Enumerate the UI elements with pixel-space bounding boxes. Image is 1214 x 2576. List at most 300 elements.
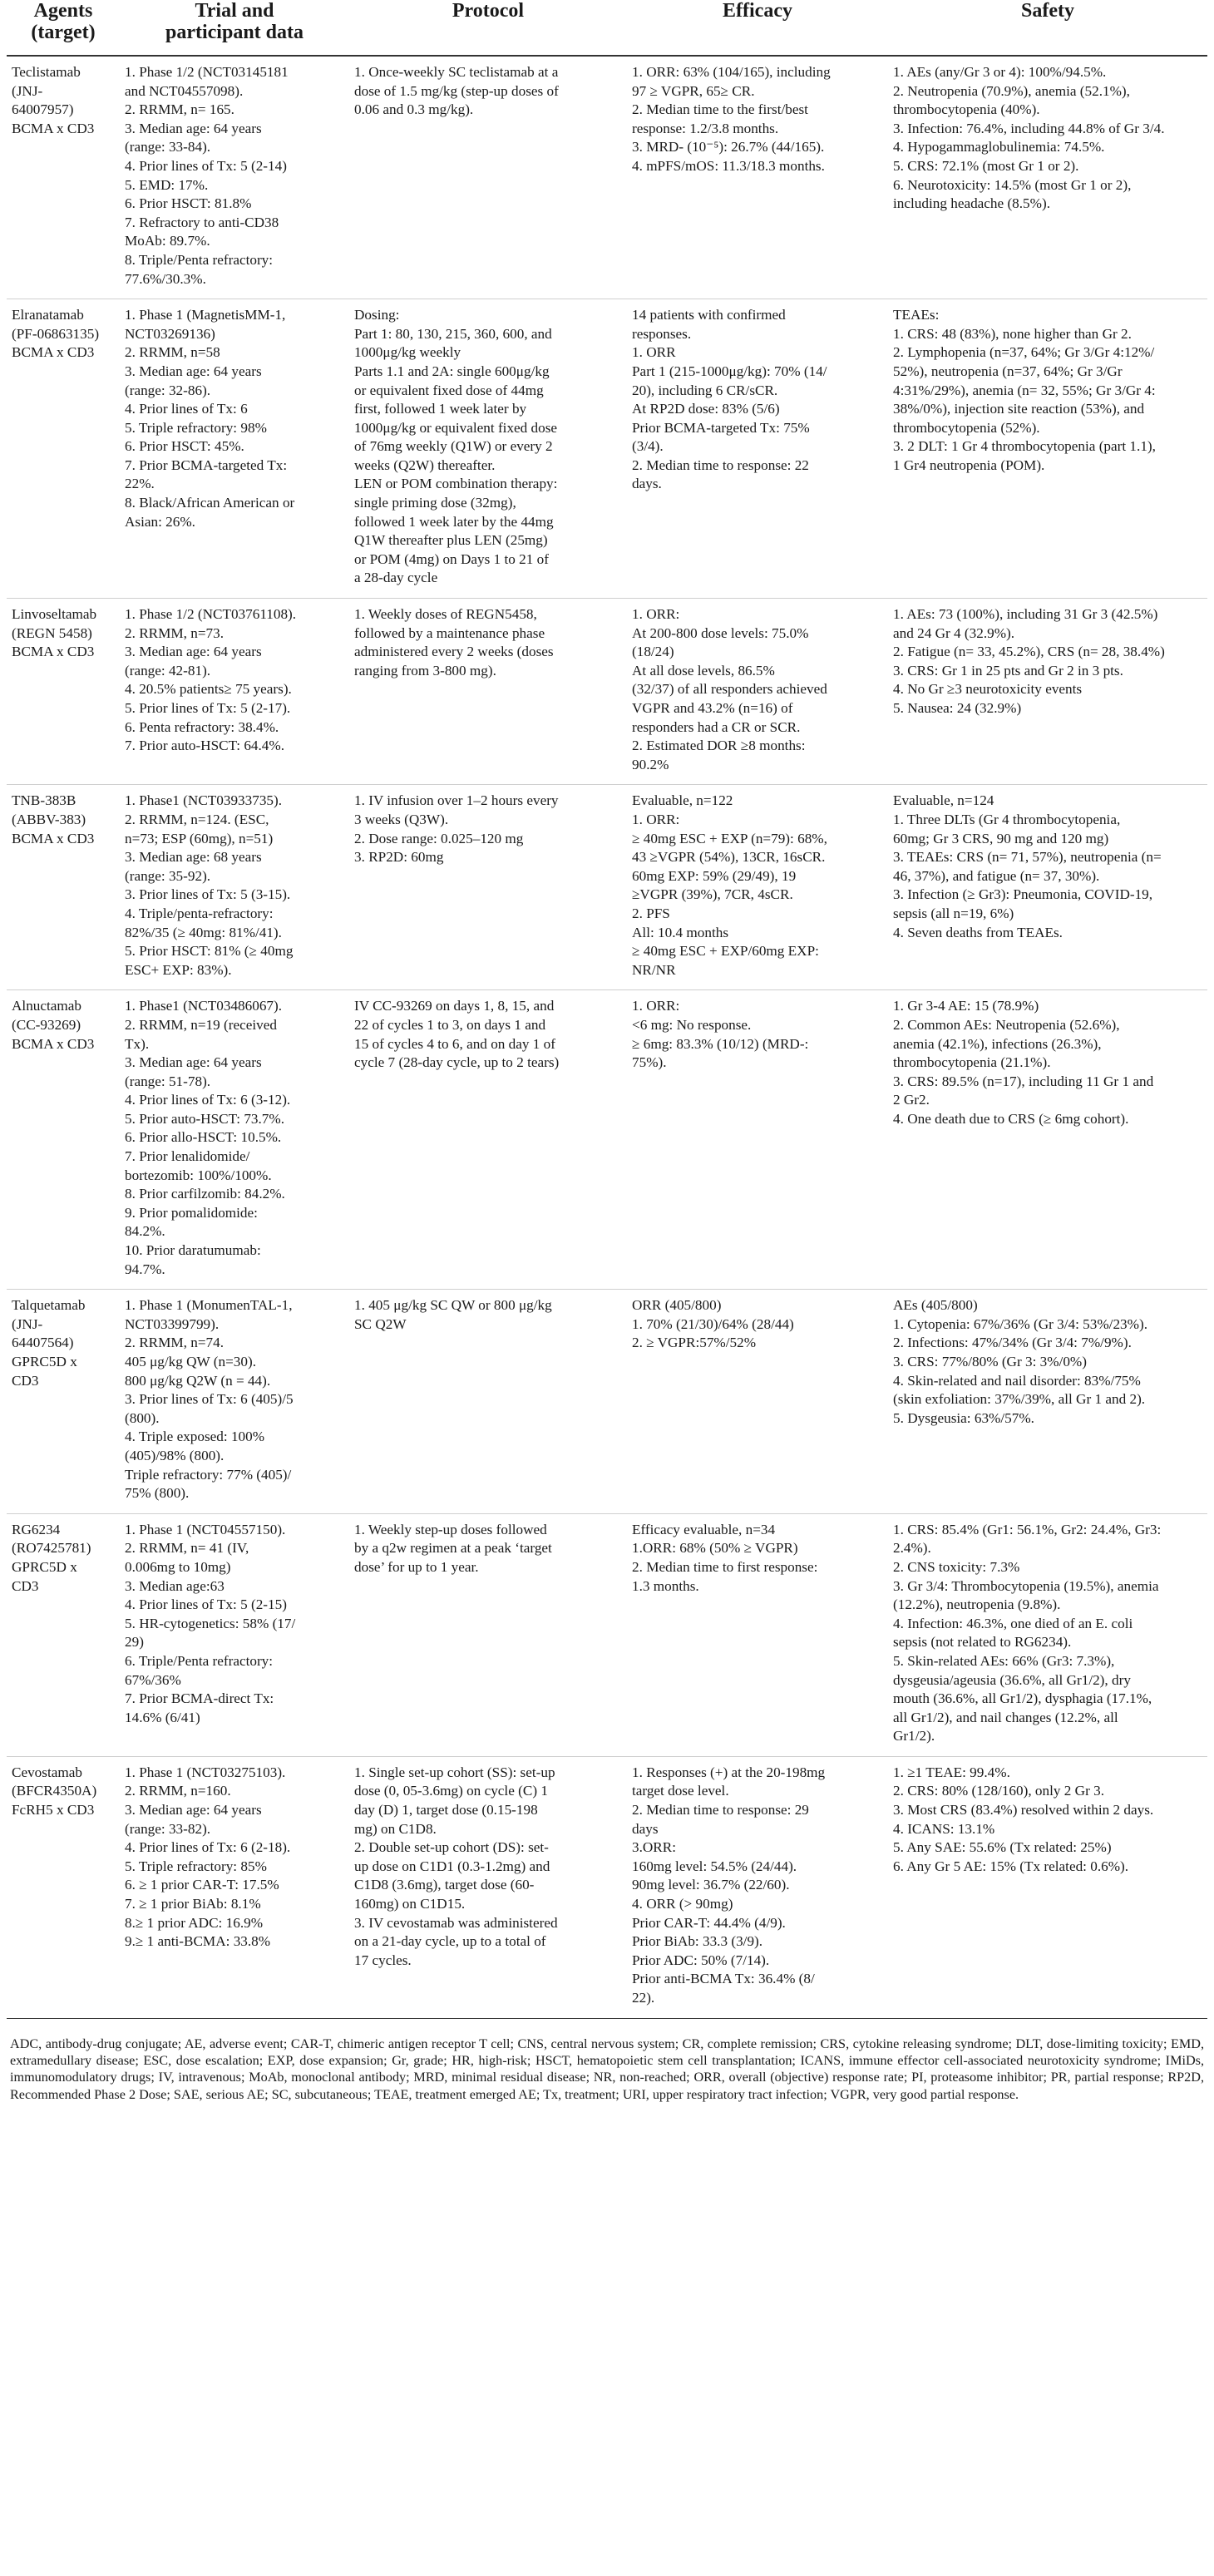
cell-line: 2. RRMM, n=74. bbox=[125, 1335, 225, 1351]
cell-line: 2. Median time to response: 29 bbox=[632, 1802, 809, 1818]
safety-cell bbox=[888, 299, 1207, 599]
cell-line: Asian: 26%. bbox=[125, 513, 195, 530]
cell-line: 1. AEs (any/Gr 3 or 4): 100%/94.5%. bbox=[893, 64, 1107, 80]
cell-line: 3. MRD- (10⁻⁵): 26.7% (44/165). bbox=[632, 139, 825, 155]
cell-line: weeks (Q2W) thereafter. bbox=[354, 456, 496, 473]
cell-line: administered every 2 weeks (doses bbox=[354, 644, 554, 660]
cell-line: followed by a maintenance phase bbox=[354, 624, 545, 641]
cell-line: 4. Triple/penta-refractory: bbox=[125, 905, 274, 921]
cell-line: (32/37) of all responders achieved bbox=[632, 681, 827, 698]
cell-line: and NCT04557098). bbox=[125, 82, 244, 99]
cell-line: a 28-day cycle bbox=[354, 570, 438, 586]
cell-line: 8. Prior carfilzomib: 84.2%. bbox=[125, 1186, 285, 1202]
cell-line: target dose level. bbox=[632, 1783, 729, 1799]
cell-line: SC Q2W bbox=[354, 1315, 407, 1332]
cell-line: Gr1/2). bbox=[893, 1728, 935, 1744]
cell-line: 15 of cycles 4 to 6, and on day 1 of bbox=[354, 1035, 556, 1052]
cell-line: or POM (4mg) on Days 1 to 21 of bbox=[354, 550, 549, 567]
trial-cell bbox=[120, 1756, 349, 2018]
cell-line: 2 Gr2. bbox=[893, 1092, 930, 1108]
cell-line: <6 mg: No response. bbox=[632, 1016, 752, 1033]
cell-line: 3. IV cevostamab was administered bbox=[354, 1914, 558, 1931]
cell-line: Prior BCMA-targeted Tx: 75% bbox=[632, 419, 810, 436]
cell-line: VGPR and 43.2% (n=16) of bbox=[632, 700, 793, 716]
cell-line: 60mg; Gr 3 CRS, 90 mg and 120 mg) bbox=[893, 830, 1109, 846]
cell-line: 800 μg/kg Q2W (n = 44). bbox=[125, 1372, 271, 1389]
cell-line: 1. ORR: bbox=[632, 998, 680, 1014]
cell-line: or equivalent fixed dose of 44mg bbox=[354, 382, 544, 398]
cell-line: 3. 2 DLT: 1 Gr 4 thrombocytopenia (part 1.1), bbox=[893, 438, 1156, 455]
trial-cell bbox=[120, 1290, 349, 1514]
protocol-cell bbox=[349, 56, 627, 299]
cell-line: thrombocytopenia (52%). bbox=[893, 419, 1040, 436]
table-row bbox=[7, 56, 1207, 299]
cell-line: Alnuctamab bbox=[12, 998, 81, 1014]
safety-cell bbox=[888, 1290, 1207, 1514]
cell-line: 22). bbox=[632, 1990, 655, 2006]
cell-line: 75% (800). bbox=[125, 1485, 190, 1502]
cell-line: 5. CRS: 72.1% (most Gr 1 or 2). bbox=[893, 157, 1079, 174]
cell-line: 2. Fatigue (n= 33, 45.2%), CRS (n= 28, 38.4%) bbox=[893, 644, 1165, 660]
cell-line: 2. Infections: 47%/34% (Gr 3/4: 7%/9%). bbox=[893, 1335, 1132, 1351]
cell-line: 75%). bbox=[632, 1054, 667, 1071]
cell-line: 2. RRMM, n= 165. bbox=[125, 101, 234, 118]
cell-line: 2. Neutropenia (70.9%), anemia (52.1%), bbox=[893, 82, 1130, 99]
cell-line: 2. ≥ VGPR:57%/52% bbox=[632, 1335, 757, 1351]
cell-line: 1. Phase1 (NCT03933735). bbox=[125, 792, 283, 809]
trial-cell bbox=[120, 299, 349, 599]
cell-line: 1. IV infusion over 1–2 hours every bbox=[354, 792, 559, 809]
efficacy-cell bbox=[627, 785, 888, 990]
efficacy-cell bbox=[627, 299, 888, 599]
cell-line: Evaluable, n=122 bbox=[632, 792, 733, 809]
cell-line: 2. RRMM, n=160. bbox=[125, 1783, 231, 1799]
protocol-cell bbox=[349, 990, 627, 1290]
cell-line: 2. CRS: 80% (128/160), only 2 Gr 3. bbox=[893, 1783, 1104, 1799]
cell-line: 1. 405 μg/kg SC QW or 800 μg/kg bbox=[354, 1297, 552, 1314]
cell-line: 5. Prior auto-HSCT: 73.7%. bbox=[125, 1110, 285, 1127]
cell-line: 4. Prior lines of Tx: 6 (3-12). bbox=[125, 1092, 291, 1108]
table-row bbox=[7, 1756, 1207, 2018]
cell-line: ≥ 6mg: 83.3% (10/12) (MRD-: bbox=[632, 1035, 809, 1052]
cell-line: 5. Triple refractory: 85% bbox=[125, 1858, 267, 1874]
cell-line: 3. CRS: 77%/80% (Gr 3: 3%/0%) bbox=[893, 1354, 1087, 1369]
cell-line: all Gr1/2), and nail changes (12.2%, all bbox=[893, 1709, 1118, 1725]
table-header bbox=[7, 0, 1207, 56]
cell-line: Linvoseltamab bbox=[12, 606, 97, 623]
cell-line: 2. Estimated DOR ≥8 months: bbox=[632, 738, 806, 754]
cell-line: 1. Phase 1 (NCT04557150). bbox=[125, 1521, 286, 1537]
cell-line: 4. Prior lines of Tx: 6 (2-18). bbox=[125, 1839, 291, 1856]
cell-line: 94.7%. bbox=[125, 1261, 165, 1277]
cell-line: anemia (42.1%), infections (26.3%), bbox=[893, 1035, 1102, 1052]
cell-line: 64407564) bbox=[12, 1335, 74, 1351]
efficacy-cell bbox=[627, 1756, 888, 2018]
cell-line: At 200-800 dose levels: 75.0% bbox=[632, 624, 809, 641]
cell-line: responders had a CR or SCR. bbox=[632, 718, 801, 735]
cell-line: RG6234 bbox=[12, 1521, 61, 1537]
cell-line: At RP2D dose: 83% (5/6) bbox=[632, 401, 780, 417]
cell-line: Prior BiAb: 33.3 (3/9). bbox=[632, 1933, 763, 1950]
cell-line: Teclistamab bbox=[12, 64, 81, 80]
cell-line: 3. Median age: 64 years bbox=[125, 644, 262, 660]
cell-line: 1. CRS: 85.4% (Gr1: 56.1%, Gr2: 24.4%, Gr3: bbox=[893, 1521, 1162, 1537]
cell-line: 7. Prior auto-HSCT: 64.4%. bbox=[125, 738, 285, 754]
cell-line: (405)/98% (800). bbox=[125, 1447, 225, 1463]
cell-line: mg) on C1D8. bbox=[354, 1820, 437, 1837]
cell-line: GPRC5D x bbox=[12, 1354, 77, 1369]
cell-line: 60mg EXP: 59% (29/49), 19 bbox=[632, 867, 797, 884]
cell-line: BCMA x CD3 bbox=[12, 830, 95, 846]
cell-line: IV CC-93269 on days 1, 8, 15, and bbox=[354, 998, 555, 1014]
cell-line: 1. Phase1 (NCT03486067). bbox=[125, 998, 283, 1014]
cell-line: ≥VGPR (39%), 7CR, 4sCR. bbox=[632, 886, 793, 903]
cell-line: 5. Prior lines of Tx: 5 (2-17). bbox=[125, 700, 291, 716]
cell-line: 3. Prior lines of Tx: 5 (3-15). bbox=[125, 886, 291, 903]
header-agents: Agents (target) bbox=[7, 0, 120, 56]
cell-line: 1000μg/kg weekly bbox=[354, 344, 461, 361]
cell-line: ≥ 40mg ESC + EXP/60mg EXP: bbox=[632, 943, 819, 960]
cell-line: Cevostamab bbox=[12, 1764, 82, 1780]
cell-line: 5. Prior HSCT: 81% (≥ 40mg bbox=[125, 943, 294, 960]
cell-line: Part 1 (215-1000μg/kg): 70% (14/ bbox=[632, 363, 827, 379]
safety-cell bbox=[888, 785, 1207, 990]
cell-line: (JNJ- bbox=[12, 82, 43, 99]
cell-line: Evaluable, n=124 bbox=[893, 792, 994, 809]
cell-line: (range: 51-78). bbox=[125, 1073, 211, 1089]
safety-cell bbox=[888, 56, 1207, 299]
cell-line: Efficacy evaluable, n=34 bbox=[632, 1521, 776, 1537]
cell-line: 4. 20.5% patients≥ 75 years). bbox=[125, 681, 292, 698]
cell-line: up dose on C1D1 (0.3-1.2mg) and bbox=[354, 1858, 550, 1874]
cell-line: 84.2%. bbox=[125, 1223, 165, 1240]
cell-line: 7. Refractory to anti-CD38 bbox=[125, 214, 279, 230]
cell-line: 0.006mg to 10mg) bbox=[125, 1558, 231, 1575]
cell-line: 52%), neutropenia (n=37, 64%; Gr 3/Gr bbox=[893, 363, 1123, 379]
cell-line: 8. Black/African American or bbox=[125, 495, 295, 511]
agent-cell bbox=[7, 1513, 120, 1756]
cell-line: Parts 1.1 and 2A: single 600μg/kg bbox=[354, 363, 550, 379]
cell-line: 3. Prior lines of Tx: 6 (405)/5 bbox=[125, 1391, 294, 1408]
cell-line: (12.2%), neutropenia (9.8%). bbox=[893, 1596, 1061, 1613]
cell-line: 2. Median time to response: 22 bbox=[632, 456, 809, 473]
cell-line: 2. PFS bbox=[632, 905, 670, 921]
cell-line: 6. Any Gr 5 AE: 15% (Tx related: 0.6%). bbox=[893, 1858, 1129, 1874]
cell-line: (3/4). bbox=[632, 438, 664, 455]
bispecific-antibody-table bbox=[7, 0, 1207, 2019]
cell-line: (skin exfoliation: 37%/39%, all Gr 1 and 2). bbox=[893, 1391, 1146, 1408]
cell-line: 2. RRMM, n=19 (received bbox=[125, 1016, 277, 1033]
cell-line: 20), including 6 CR/sCR. bbox=[632, 382, 778, 398]
cell-line: 1. ORR: bbox=[632, 811, 680, 827]
cell-line: response: 1.2/3.8 months. bbox=[632, 120, 779, 136]
cell-line: 2. Dose range: 0.025–120 mg bbox=[354, 830, 524, 846]
cell-line: 4. Prior lines of Tx: 6 bbox=[125, 401, 248, 417]
cell-line: LEN or POM combination therapy: bbox=[354, 476, 558, 492]
agent-cell bbox=[7, 785, 120, 990]
cell-line: thrombocytopenia (21.1%). bbox=[893, 1054, 1051, 1071]
cell-line: 4. Prior lines of Tx: 5 (2-15) bbox=[125, 1596, 287, 1613]
cell-line: At all dose levels, 86.5% bbox=[632, 662, 775, 679]
cell-line: 1. Weekly doses of REGN5458, bbox=[354, 606, 537, 623]
table-row bbox=[7, 785, 1207, 990]
cell-line: 43 ≥VGPR (54%), 13CR, 16sCR. bbox=[632, 849, 826, 866]
cell-line: 14 patients with confirmed bbox=[632, 307, 786, 323]
cell-line: 1000μg/kg or equivalent fixed dose bbox=[354, 419, 558, 436]
cell-line: sepsis (all n=19, 6%) bbox=[893, 905, 1014, 921]
cell-line: (range: 33-84). bbox=[125, 139, 211, 155]
agent-cell bbox=[7, 599, 120, 785]
cell-line: 160mg level: 54.5% (24/44). bbox=[632, 1858, 797, 1874]
cell-line: 67%/36% bbox=[125, 1671, 181, 1688]
cell-line: and 24 Gr 4 (32.9%). bbox=[893, 624, 1015, 641]
efficacy-cell bbox=[627, 1513, 888, 1756]
cell-line: 5. Triple refractory: 98% bbox=[125, 419, 267, 436]
cell-line: (range: 33-82). bbox=[125, 1820, 211, 1837]
cell-line: Triple refractory: 77% (405)/ bbox=[125, 1466, 292, 1483]
cell-line: 8.≥ 1 prior ADC: 16.9% bbox=[125, 1914, 264, 1931]
cell-line: 1. Phase 1 (NCT03275103). bbox=[125, 1764, 286, 1780]
agent-cell bbox=[7, 1290, 120, 1514]
trial-cell bbox=[120, 1513, 349, 1756]
agent-cell bbox=[7, 56, 120, 299]
cell-line: 1. Phase 1 (MagnetisMM-1, bbox=[125, 307, 286, 323]
cell-line: 160mg) on C1D15. bbox=[354, 1896, 466, 1912]
cell-line: 3. RP2D: 60mg bbox=[354, 849, 444, 866]
cell-line: thrombocytopenia (40%). bbox=[893, 101, 1040, 118]
cell-line: 2. RRMM, n=73. bbox=[125, 624, 225, 641]
cell-line: 3.ORR: bbox=[632, 1839, 677, 1856]
cell-line: 4. One death due to CRS (≥ 6mg cohort). bbox=[893, 1110, 1129, 1127]
agent-cell bbox=[7, 990, 120, 1290]
cell-line: 4. Hypogammaglobulinemia: 74.5%. bbox=[893, 139, 1105, 155]
cell-line: 17 cycles. bbox=[354, 1952, 412, 1968]
cell-line: 2. RRMM, n=58 bbox=[125, 344, 220, 361]
cell-line: Prior ADC: 50% (7/14). bbox=[632, 1952, 770, 1968]
cell-line: 3. Median age: 68 years bbox=[125, 849, 262, 866]
protocol-cell bbox=[349, 1513, 627, 1756]
abbreviations-footnote: ADC, antibody-drug conjugate; AE, adverse event; CAR-T, chimeric antigen receptor T cell; CNS, central nervous system; CR, complete remission; CRS, cytokine releasing syndrome; DLT, dose-limiting toxicity; EMD, extramedullary disease; ESC, dose escalation; EXP, dose expansion; Gr, grade; HR, high-risk; HSCT, hematopoietic stem cell transplantation; ICANS, immune effector cell-associated neurotoxicity syndrome; IMiDs, immunomodulatory drugs; IV, intravenous; MoAb, monoclonal antibody; MRD, minimal residual disease; NR, non-reached; ORR, overall (objective) response rate; PI, proteasome inhibitor; PR, partial response; RP2D, Recommended Phase 2 Dose; SAE, serious AE; SC, subcutaneous; TEAE, treatment emerged AE; Tx, treatment; URI, upper respiratory tract infection; VGPR, very good partial response. bbox=[10, 2036, 1204, 2102]
trial-cell bbox=[120, 785, 349, 990]
efficacy-cell bbox=[627, 990, 888, 1290]
cell-line: 4. mPFS/mOS: 11.3/18.3 months. bbox=[632, 157, 825, 174]
cell-line: 7. Prior BCMA-targeted Tx: bbox=[125, 456, 288, 473]
cell-line: 6. Prior HSCT: 81.8% bbox=[125, 195, 252, 212]
cell-line: 29) bbox=[125, 1634, 144, 1651]
cell-line: BCMA x CD3 bbox=[12, 344, 95, 361]
cell-line: 5. Dysgeusia: 63%/57%. bbox=[893, 1409, 1034, 1426]
cell-line: day (D) 1, target dose (0.15-198 bbox=[354, 1802, 538, 1818]
cell-line: 7. Prior lenalidomide/ bbox=[125, 1148, 250, 1165]
cell-line: 1. AEs: 73 (100%), including 31 Gr 3 (42.5%) bbox=[893, 606, 1158, 623]
cell-line: cycle 7 (28-day cycle, up to 2 tears) bbox=[354, 1054, 560, 1071]
cell-line: 2.4%). bbox=[893, 1540, 931, 1557]
cell-line: 3. Median age:63 bbox=[125, 1577, 225, 1594]
cell-line: 8. Triple/Penta refractory: bbox=[125, 251, 274, 268]
cell-line: 3. TEAEs: CRS (n= 71, 57%), neutropenia (n= bbox=[893, 849, 1162, 866]
cell-line: 1. Phase 1/2 (NCT03145181 bbox=[125, 64, 289, 80]
cell-line: BCMA x CD3 bbox=[12, 644, 95, 660]
efficacy-cell bbox=[627, 599, 888, 785]
cell-line: 1.3 months. bbox=[632, 1577, 699, 1594]
cell-line: 1. CRS: 48 (83%), none higher than Gr 2. bbox=[893, 325, 1132, 342]
cell-line: NCT03399799). bbox=[125, 1315, 220, 1332]
table-row bbox=[7, 299, 1207, 599]
cell-line: 22 of cycles 1 to 3, on days 1 and bbox=[354, 1016, 546, 1033]
cell-line: 9. Prior pomalidomide: bbox=[125, 1204, 258, 1221]
cell-line: single priming dose (32mg), bbox=[354, 495, 516, 511]
cell-line: n=73; ESP (60mg), n=51) bbox=[125, 830, 274, 846]
protocol-cell bbox=[349, 785, 627, 990]
cell-line: 3. Median age: 64 years bbox=[125, 1802, 262, 1818]
cell-line: 3. CRS: 89.5% (n=17), including 11 Gr 1 and bbox=[893, 1073, 1154, 1089]
agent-cell bbox=[7, 1756, 120, 2018]
cell-line: NCT03269136) bbox=[125, 325, 215, 342]
cell-line: 6. Prior HSCT: 45%. bbox=[125, 438, 244, 455]
cell-line: 90.2% bbox=[632, 756, 669, 772]
cell-line: (BFCR4350A) bbox=[12, 1783, 97, 1799]
cell-line: 4. Prior lines of Tx: 5 (2-14) bbox=[125, 157, 287, 174]
cell-line: 6. Prior allo-HSCT: 10.5%. bbox=[125, 1129, 282, 1146]
cell-line: 82%/35 (≥ 40mg: 81%/41). bbox=[125, 924, 282, 940]
cell-line: 97 ≥ VGPR, 65≥ CR. bbox=[632, 82, 755, 99]
cell-line: 3. Median age: 64 years bbox=[125, 1054, 262, 1071]
cell-line: 1. Responses (+) at the 20-198mg bbox=[632, 1764, 826, 1780]
cell-line: 4. ORR (> 90mg) bbox=[632, 1896, 733, 1912]
header-safety: Safety bbox=[888, 0, 1207, 56]
cell-line: NR/NR bbox=[632, 961, 676, 978]
cell-line: BCMA x CD3 bbox=[12, 1035, 95, 1052]
cell-line: 2. RRMM, n= 41 (IV, bbox=[125, 1540, 249, 1557]
cell-line: 1. Phase 1/2 (NCT03761108). bbox=[125, 606, 297, 623]
cell-line: CD3 bbox=[12, 1577, 39, 1594]
table-row bbox=[7, 599, 1207, 785]
cell-line: bortezomib: 100%/100%. bbox=[125, 1167, 272, 1183]
cell-line: ESC+ EXP: 83%). bbox=[125, 961, 232, 978]
table-row bbox=[7, 1513, 1207, 1756]
cell-line: Tx). bbox=[125, 1035, 150, 1052]
cell-line: 5. EMD: 17%. bbox=[125, 176, 209, 193]
cell-line: 405 μg/kg QW (n=30). bbox=[125, 1354, 256, 1369]
cell-line: 46, 37%), and fatigue (n= 37, 30%). bbox=[893, 867, 1100, 884]
cell-line: (ABBV-383) bbox=[12, 811, 86, 827]
cell-line: 6. Triple/Penta refractory: bbox=[125, 1652, 274, 1669]
cell-line: (RO7425781) bbox=[12, 1540, 91, 1557]
cell-line: 1. ORR bbox=[632, 344, 676, 361]
cell-line: Part 1: 80, 130, 215, 360, 600, and bbox=[354, 325, 552, 342]
cell-line: 6. ≥ 1 prior CAR-T: 17.5% bbox=[125, 1877, 279, 1893]
cell-line: Q1W thereafter plus LEN (25mg) bbox=[354, 532, 548, 549]
cell-line: including headache (8.5%). bbox=[893, 195, 1050, 212]
agent-cell bbox=[7, 299, 120, 599]
protocol-cell bbox=[349, 1290, 627, 1514]
cell-line: dose (0, 05-3.6mg) on cycle (C) 1 bbox=[354, 1783, 548, 1799]
cell-line: All: 10.4 months bbox=[632, 924, 729, 940]
cell-line: 2. Lymphopenia (n=37, 64%; Gr 3/Gr 4:12%/ bbox=[893, 344, 1155, 361]
cell-line: 9.≥ 1 anti-BCMA: 33.8% bbox=[125, 1933, 271, 1950]
cell-line: 1.ORR: 68% (50% ≥ VGPR) bbox=[632, 1540, 798, 1557]
cell-line: 3. Infection (≥ Gr3): Pneumonia, COVID-19, bbox=[893, 886, 1153, 903]
cell-line: 1. ORR: bbox=[632, 606, 680, 623]
cell-line: Dosing: bbox=[354, 307, 400, 323]
cell-line: 1. Gr 3-4 AE: 15 (78.9%) bbox=[893, 998, 1039, 1014]
cell-line: C1D8 (3.6mg), target dose (60- bbox=[354, 1877, 535, 1893]
cell-line: 6. Penta refractory: 38.4%. bbox=[125, 718, 279, 735]
cell-line: 1. Cytopenia: 67%/36% (Gr 3/4: 53%/23%). bbox=[893, 1315, 1147, 1332]
cell-line: Prior CAR-T: 44.4% (4/9). bbox=[632, 1914, 786, 1931]
cell-line: ORR (405/800) bbox=[632, 1297, 722, 1314]
cell-line: 1. ≥1 TEAE: 99.4%. bbox=[893, 1764, 1010, 1780]
cell-line: 7. ≥ 1 prior BiAb: 8.1% bbox=[125, 1896, 261, 1912]
cell-line: 1 Gr4 neutropenia (POM). bbox=[893, 456, 1045, 473]
cell-line: mouth (36.6%, all Gr1/2), dysphagia (17.1%, bbox=[893, 1690, 1152, 1707]
protocol-cell bbox=[349, 299, 627, 599]
cell-line: Talquetamab bbox=[12, 1297, 86, 1314]
table-row bbox=[7, 1290, 1207, 1514]
table-row bbox=[7, 990, 1207, 1290]
cell-line: dose of 1.5 mg/kg (step-up doses of bbox=[354, 82, 559, 99]
cell-line: (18/24) bbox=[632, 644, 674, 660]
efficacy-cell bbox=[627, 1290, 888, 1514]
cell-line: 1. Weekly step-up doses followed bbox=[354, 1521, 547, 1537]
cell-line: 5. Skin-related AEs: 66% (Gr3: 7.3%), bbox=[893, 1652, 1115, 1669]
trial-cell bbox=[120, 990, 349, 1290]
cell-line: 5. Any SAE: 55.6% (Tx related: 25%) bbox=[893, 1839, 1112, 1856]
header-efficacy: Efficacy bbox=[627, 0, 888, 56]
cell-line: BCMA x CD3 bbox=[12, 120, 95, 136]
cell-line: 77.6%/30.3%. bbox=[125, 270, 206, 287]
cell-line: Prior anti-BCMA Tx: 36.4% (8/ bbox=[632, 1971, 815, 1987]
cell-line: 1. Single set-up cohort (SS): set-up bbox=[354, 1764, 555, 1780]
cell-line: 3. CRS: Gr 1 in 25 pts and Gr 2 in 3 pts. bbox=[893, 662, 1123, 679]
cell-line: of 76mg weekly (Q1W) or every 2 bbox=[354, 438, 553, 455]
safety-cell bbox=[888, 599, 1207, 785]
cell-line: followed 1 week later by the 44mg bbox=[354, 513, 554, 530]
cell-line: 2. RRMM, n=124. (ESC, bbox=[125, 811, 269, 827]
cell-line: 1. Phase 1 (MonumenTAL-1, bbox=[125, 1297, 293, 1314]
cell-line: 1. ORR: 63% (104/165), including bbox=[632, 64, 831, 80]
header-row bbox=[7, 0, 1207, 56]
cell-line: 4:31%/29%), anemia (n= 32, 55%; Gr 3/Gr 4: bbox=[893, 382, 1156, 398]
cell-line: 1. Three DLTs (Gr 4 thrombocytopenia, bbox=[893, 811, 1121, 827]
protocol-cell bbox=[349, 1756, 627, 2018]
cell-line: 5. Nausea: 24 (32.9%) bbox=[893, 700, 1022, 716]
cell-line: 90mg level: 36.7% (22/60). bbox=[632, 1877, 790, 1893]
cell-line: (CC-93269) bbox=[12, 1016, 81, 1033]
cell-line: 1. Once-weekly SC teclistamab at a bbox=[354, 64, 559, 80]
cell-line: first, followed 1 week later by bbox=[354, 401, 527, 417]
cell-line: (REGN 5458) bbox=[12, 624, 92, 641]
cell-line: 4. No Gr ≥3 neurotoxicity events bbox=[893, 681, 1083, 698]
safety-cell bbox=[888, 1756, 1207, 2018]
cell-line: 6. Neurotoxicity: 14.5% (most Gr 1 or 2), bbox=[893, 176, 1132, 193]
cell-line: 2. CNS toxicity: 7.3% bbox=[893, 1558, 1020, 1575]
table-body bbox=[7, 56, 1207, 2018]
cell-line: TNB-383B bbox=[12, 792, 76, 809]
cell-line: CD3 bbox=[12, 1372, 39, 1389]
cell-line: (PF-06863135) bbox=[12, 325, 100, 342]
cell-line: 5. HR-cytogenetics: 58% (17/ bbox=[125, 1615, 296, 1631]
cell-line: 2. Median time to first response: bbox=[632, 1558, 818, 1575]
cell-line: ranging from 3-800 mg). bbox=[354, 662, 496, 679]
cell-line: days bbox=[632, 1820, 659, 1837]
cell-line: GPRC5D x bbox=[12, 1558, 77, 1575]
cell-line: 1. 70% (21/30)/64% (28/44) bbox=[632, 1315, 794, 1332]
cell-line: (range: 42-81). bbox=[125, 662, 211, 679]
trial-cell bbox=[120, 56, 349, 299]
cell-line: 4. Skin-related and nail disorder: 83%/75% bbox=[893, 1372, 1141, 1389]
cell-line: 2. Common AEs: Neutropenia (52.6%), bbox=[893, 1016, 1120, 1033]
